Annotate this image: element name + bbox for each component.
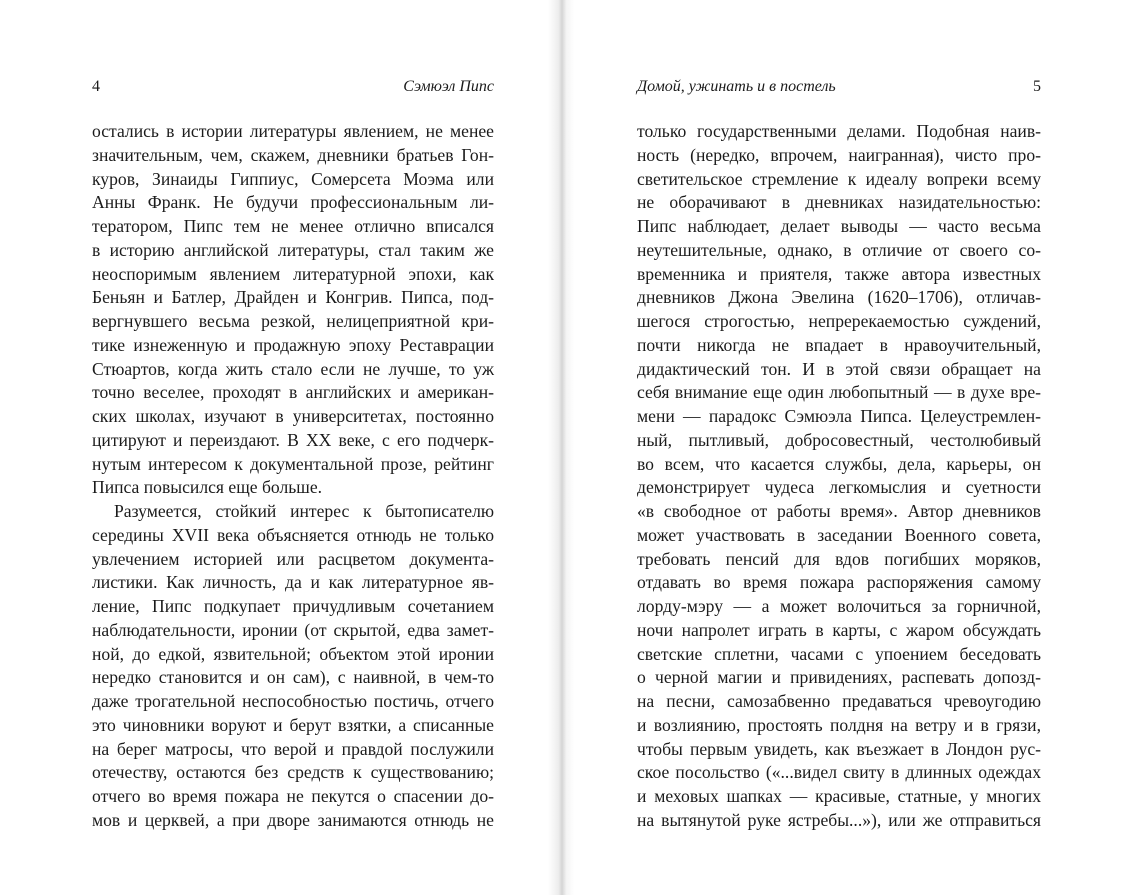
left-page (0, 0, 562, 895)
text-line: чтобы первым увидеть, как въезжает в Лондон рус- (637, 738, 1041, 759)
text-line: светские сплетни, часами с упоением беседовать (637, 643, 1041, 664)
text-line: во всем, что касается службы, дела, карьеры, он (637, 453, 1041, 474)
text-line: Пипс наблюдает, делает выводы — часто весьма (637, 216, 1041, 236)
text-line: и возлиянию, простоять полдня на ветру и в грязи, (637, 714, 1041, 735)
text-line: ление, Пипс подкупает причудливым сочетанием (92, 596, 494, 616)
text-line: тератором, Пипс тем не менее отлично вписался (92, 216, 494, 236)
text-line: в историю английской литературы, стал таким же (92, 239, 494, 260)
left-body-text (92, 120, 494, 833)
text-line: неоспоримым явлением литературной эпохи, как (92, 263, 494, 284)
text-line: дневников Джона Эвелина (1620–1706), отличав- (637, 287, 1041, 308)
text-line: о черной магии и привидениях, распевать допозд- (637, 667, 1041, 688)
right-header-title: Домой, ужинать и в постель (637, 78, 836, 95)
text-line: почти никогда не впадает в нравоучительный, (637, 334, 1041, 355)
text-line: значительным, чем, скажем, дневники братьев Гон- (92, 144, 494, 165)
right-page-number: 5 (1033, 78, 1041, 95)
paragraph-first-line: Разумеется, стойкий интерес к бытописателю (114, 501, 494, 521)
text-line: наблюдательности, иронии (от скрытой, едва замет- (92, 619, 494, 640)
text-line: цитируют и переиздают. В XX веке, с его подчерк- (92, 429, 494, 450)
text-line: ночи напролет играть в карты, с жаром обсуждать (637, 619, 1041, 640)
text-line: мов и церквей, а при дворе занимаются отнюдь не (92, 809, 494, 830)
text-line: вергнувшего весьма резкой, нелицеприятной кри- (92, 311, 494, 331)
text-line: нередко становится и он сам), с наивной, в чем-то (92, 667, 494, 688)
paragraph-end-line: Пипса повысился еще больше. (92, 477, 323, 498)
text-line: временника и приятеля, также автора известных (637, 263, 1041, 284)
text-line: не оборачивают в дневниках назидательностью: (637, 192, 1041, 213)
text-line: куров, Зинаиды Гиппиус, Сомерсета Моэма или (92, 168, 494, 189)
text-line: Беньян и Батлер, Драйден и Конгрив. Пипса, под- (92, 287, 494, 308)
text-line: середины XVII века объясняется отнюдь не только (92, 524, 494, 545)
left-header-title: Сэмюэл Пипс (403, 78, 494, 95)
text-line: ной, до едкой, язвительной; объектом этой иронии (92, 643, 494, 664)
text-line: мени — парадокс Сэмюэла Пипса. Целеустремлен- (637, 406, 1041, 426)
text-line: точно веселее, проходят в английских и американ- (92, 382, 494, 403)
text-line: «в свободное от работы время». Автор дневников (637, 501, 1041, 521)
text-line: это чиновники воруют и берут взятки, а списанные (92, 714, 494, 735)
text-line: тике изнеженную и продажную эпоху Реставрации (92, 334, 494, 355)
right-body-text (637, 120, 1041, 833)
text-line: и меховых шапках — красивые, статные, у многих (637, 786, 1041, 806)
text-line: может участвовать в заседании Военного совета, (637, 524, 1041, 545)
text-line: Анны Франк. Не будучи профессиональным ли- (92, 192, 494, 213)
left-page-number: 4 (92, 78, 100, 95)
text-line: отечеству, остаются без средств к существованию; (92, 762, 494, 783)
text-line: ность (нередко, впрочем, наигранная), чисто про- (637, 144, 1041, 165)
text-line: на вытянутой руке ястребы...»), или же отправиться (637, 809, 1041, 830)
text-line: лорду-мэру — а может волочиться за горничной, (637, 596, 1041, 616)
text-line: увлечением историей или расцветом документа- (92, 548, 494, 569)
left-running-head (92, 76, 494, 98)
text-line: ское посольство («...видел свиту в длинных одеждах (637, 762, 1041, 783)
text-line: отчего во время пожара не пекутся о спасении до- (92, 786, 494, 806)
text-line: даже трогательной неспособностью постичь, отчего (92, 691, 494, 711)
right-page (562, 0, 1133, 895)
text-line: неутешительные, однако, в отличие от своего со- (637, 239, 1041, 260)
text-line: ских школах, изучают в университетах, постоянно (92, 406, 494, 426)
text-line: шегося строгостью, непререкаемостью суждений, (637, 311, 1041, 331)
text-line: листики. Как личность, да и как литературное яв- (92, 572, 494, 593)
text-line: остались в истории литературы явлением, не менее (92, 121, 494, 141)
text-line: нутым интересом к документальной прозе, рейтинг (92, 453, 494, 474)
text-line: отдавать во время пожара распоряжения самому (637, 572, 1041, 593)
text-line: требовать пенсий для вдов погибших моряков, (637, 548, 1041, 569)
text-line: демонстрирует чудеса легкомыслия и суетности (637, 477, 1041, 498)
text-line: только государственными делами. Подобная наив- (637, 121, 1041, 141)
book-gutter-shadow (548, 0, 574, 895)
text-line: светительское стремление к идеалу вопреки всему (637, 168, 1041, 189)
text-line: себя внимание еще один любопытный — в духе вре- (637, 382, 1041, 403)
text-line: ный, пытливый, добросовестный, честолюбивый (637, 429, 1041, 450)
right-running-head (637, 76, 1041, 98)
text-line: на берег матросы, что верой и правдой послужили (92, 738, 494, 759)
text-line: дидактический тон. И в этой связи обращает на (637, 358, 1041, 379)
text-line: на песни, самозабвенно предаваться чревоугодию (637, 691, 1041, 711)
text-line: Стюартов, когда жить стало если не лучше, то уж (92, 358, 494, 379)
